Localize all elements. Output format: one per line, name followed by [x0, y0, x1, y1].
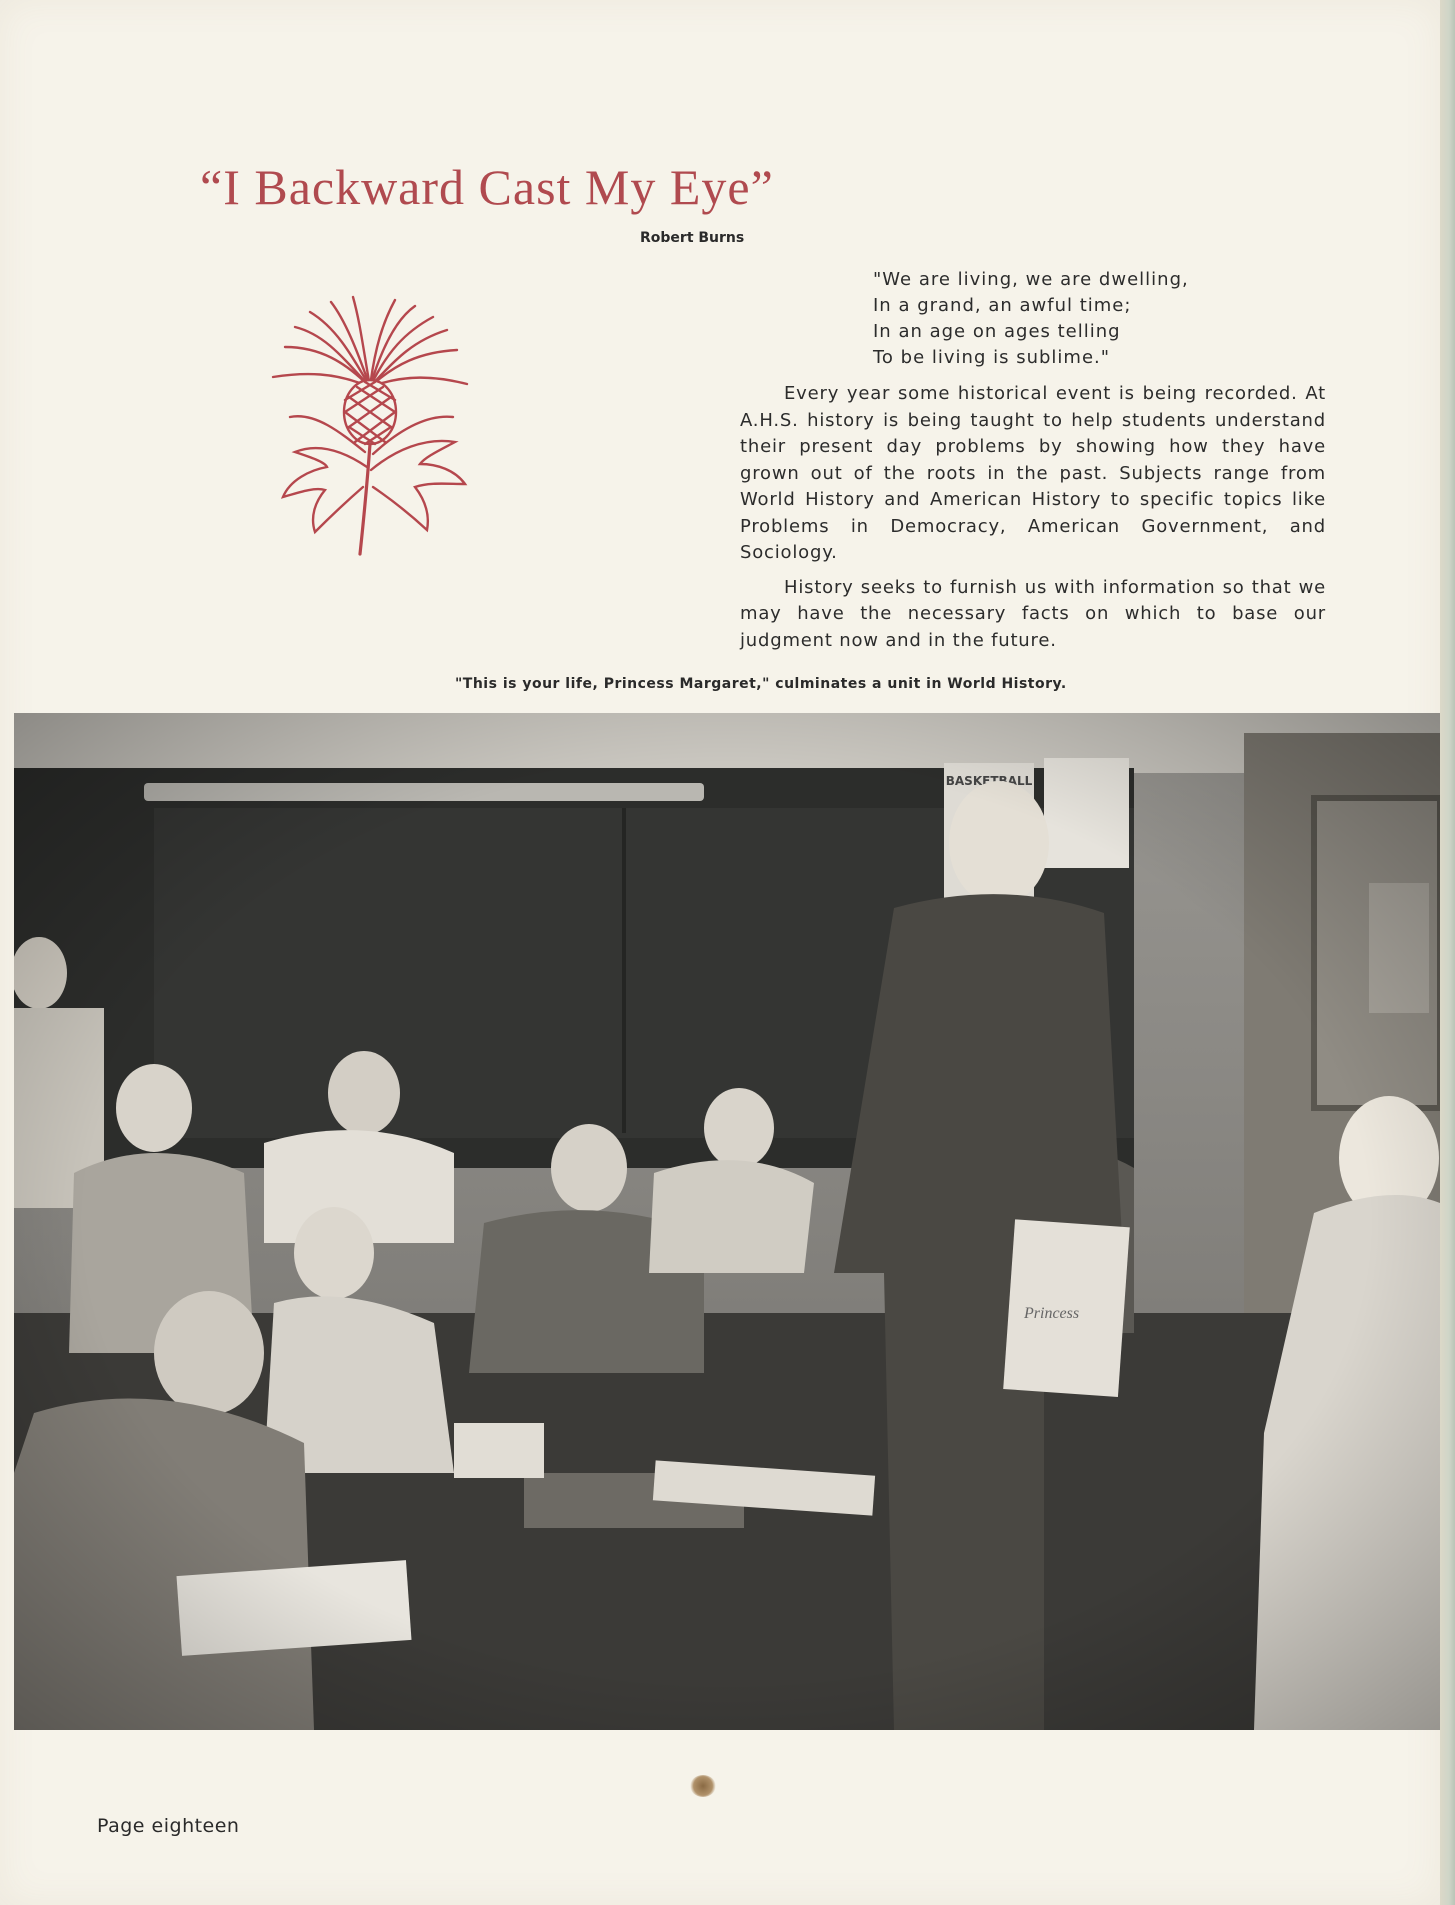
- classroom-photo: [14, 713, 1440, 1730]
- page-title: “I Backward Cast My Eye”: [200, 159, 774, 215]
- photo-caption: "This is your life, Princess Margaret," culminates a unit in World History.: [455, 676, 1067, 692]
- thistle-illustration: [265, 292, 475, 557]
- classroom-photo-drawing: [14, 713, 1440, 1730]
- poem-line: To be living is sublime.": [873, 347, 1111, 368]
- body-text: [740, 381, 1326, 662]
- poem-line: In an age on ages telling: [873, 321, 1121, 342]
- page-edge: [1440, 0, 1455, 1905]
- poem-line: "We are living, we are dwelling,: [873, 269, 1189, 290]
- paper-stain: [690, 1775, 716, 1797]
- paragraph: History seeks to furnish us with information so that we may have the necessary facts on which to base our judgment now and in the future.: [740, 576, 1326, 651]
- page-number: Page eighteen: [97, 1815, 240, 1837]
- quote-author: Robert Burns: [640, 230, 745, 246]
- poem-stanza: [873, 267, 1333, 371]
- poem-line: In a grand, an awful time;: [873, 295, 1132, 316]
- paragraph: Every year some historical event is being recorded. At A.H.S. history is being taught to help students understand their present day problems by showing how they have grown out of the roots in the past. Subjects range from World History and American History to specific topics like Problems in Democracy, American Government, and Sociology.: [740, 383, 1326, 563]
